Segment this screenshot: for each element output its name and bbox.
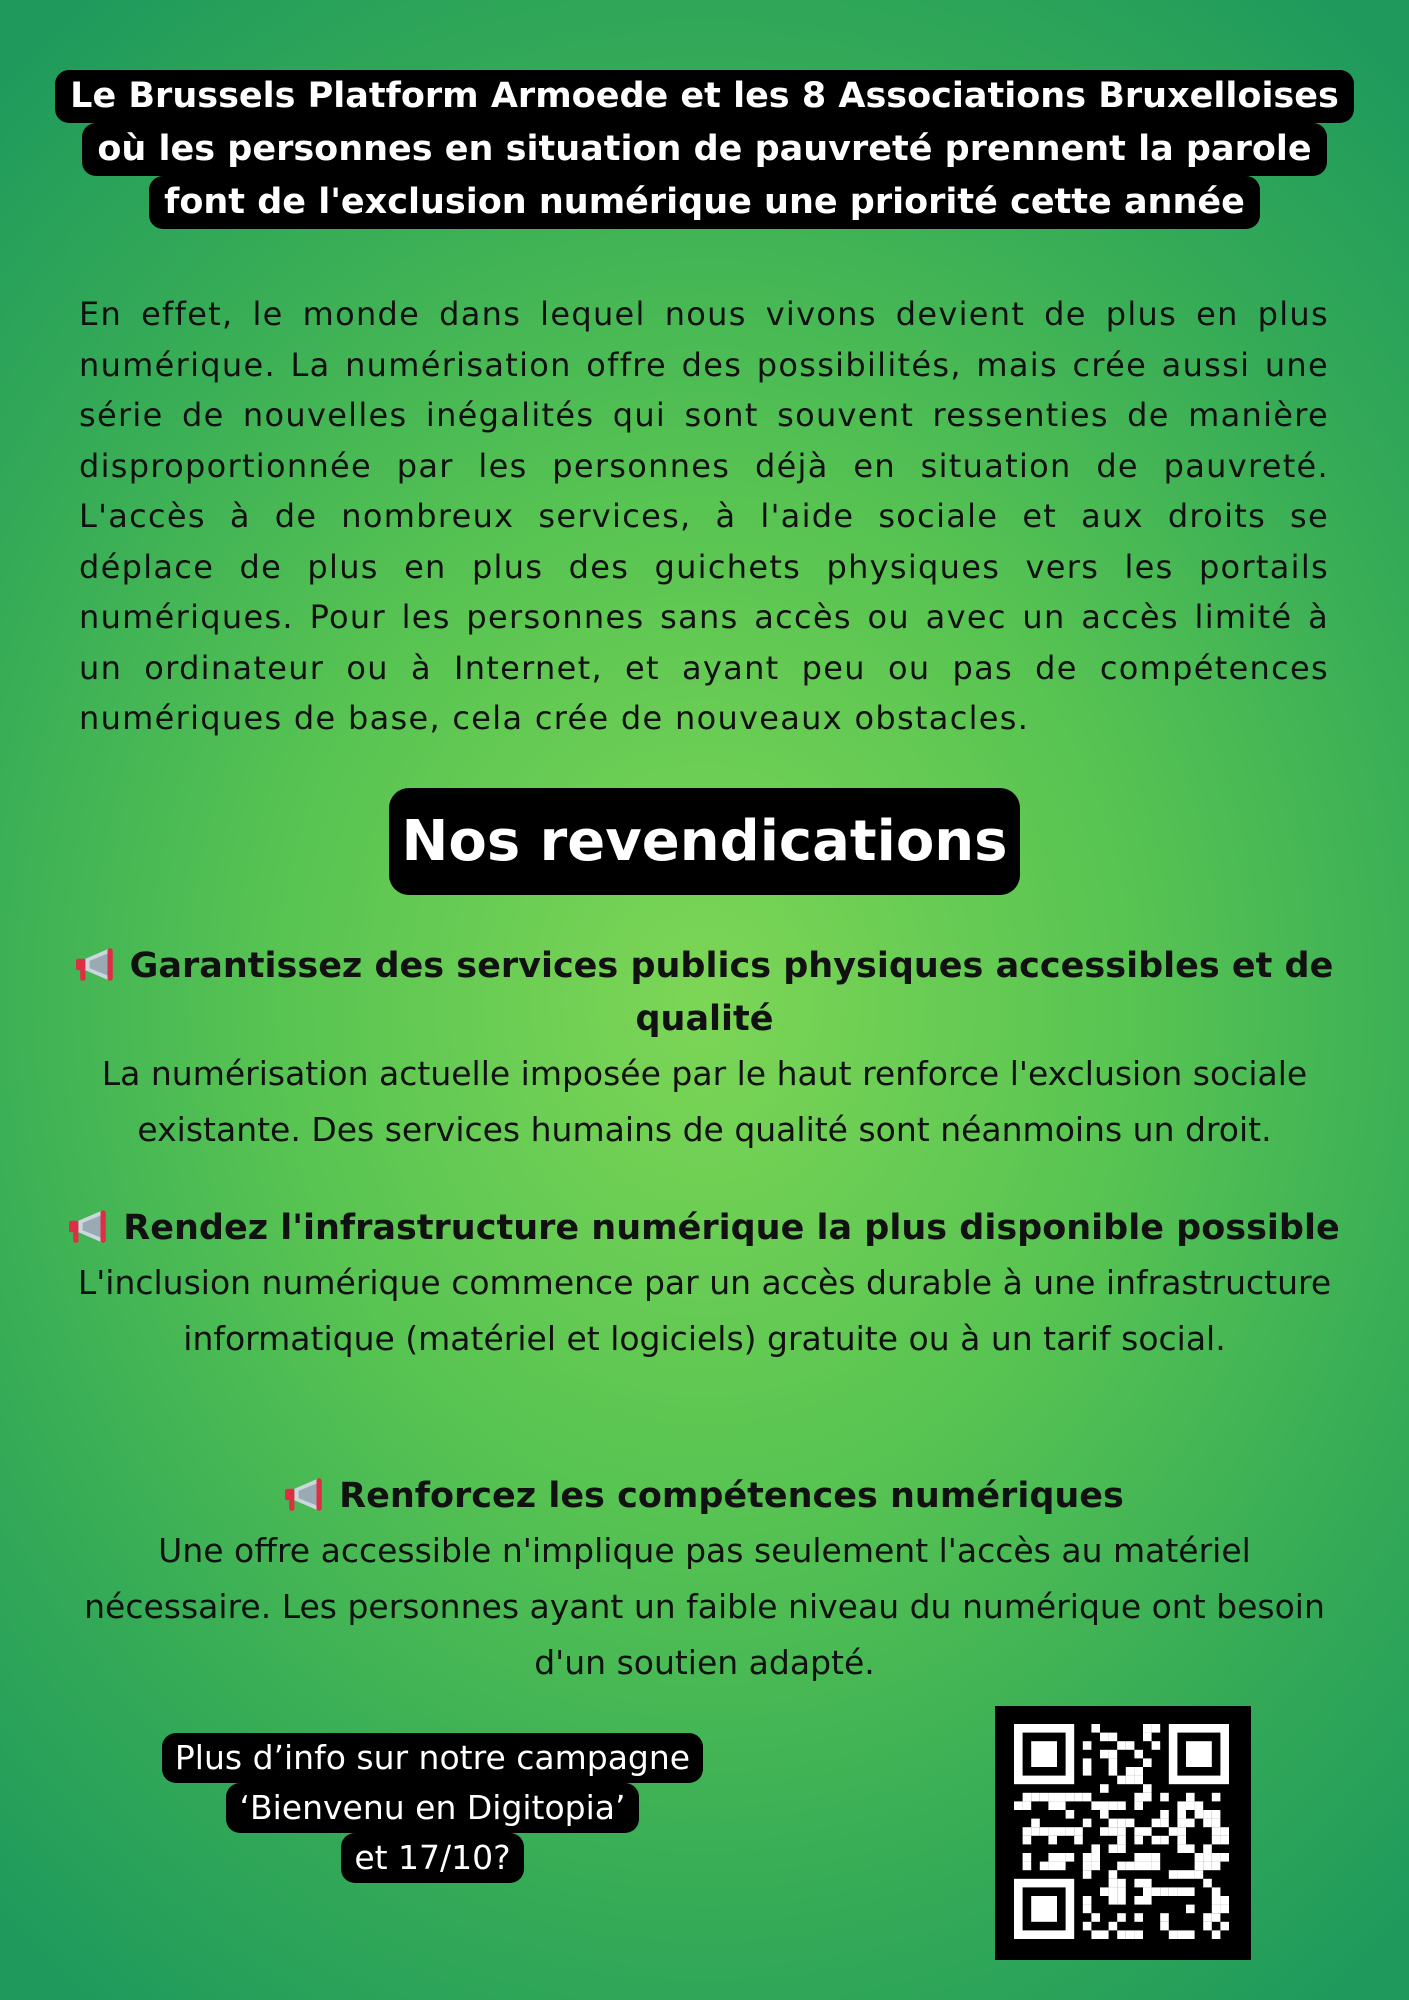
intro-paragraph: En effet, le monde dans lequel nous vivons devient de plus en plus numérique. La numérisation offre des possibilités, mais crée aussi une série de nouvelles inégalités qui sont souvent ressenties de manière disproportionnée par les personnes déjà en situation de pauvreté. L'accès à de nombreux services, à l'aide sociale et aux droits se déplace de plus en plus des guichets physiques vers les portails numériques. Pour les personnes sans accès ou avec un accès limité à un ordinateur ou à Internet, et ayant peu ou pas de compétences numériques de base, cela crée de nouveaux obstacles. xyxy=(79,295,1329,737)
claim-3-title xyxy=(60,1470,1349,1523)
qr-code-icon xyxy=(995,1706,1251,1960)
claim-2 xyxy=(60,1202,1349,1367)
info-line-2: ‘Bienvenu en Digitopia’ xyxy=(226,1783,638,1833)
title-line-3: font de l'exclusion numérique une priorité cette année xyxy=(149,176,1260,229)
megaphone-icon xyxy=(69,1208,111,1244)
claim-3-title-text: Renforcez les compétences numériques xyxy=(339,1476,1124,1516)
title-line-2: où les personnes en situation de pauvreté prennent la parole xyxy=(82,123,1326,176)
claim-2-title xyxy=(60,1202,1349,1255)
claim-2-title-text: Rendez l'infrastructure numérique la plus disponible possible xyxy=(123,1208,1340,1248)
qr-code[interactable] xyxy=(995,1706,1251,1960)
claim-3 xyxy=(60,1470,1349,1691)
info-line-1: Plus d’info sur notre campagne xyxy=(162,1733,703,1783)
info-line-3: et 17/10? xyxy=(341,1833,523,1883)
claim-1 xyxy=(60,940,1349,1158)
campaign-info xyxy=(150,1733,715,1883)
claim-2-text: L'inclusion numérique commence par un accès durable à une infrastructure informatique (matériel et logiciels) gratuite ou à un tarif social. xyxy=(77,1263,1332,1358)
claim-1-text: La numérisation actuelle imposée par le haut renforce l'exclusion sociale existante. Des services humains de qualité sont néanmoins un droit. xyxy=(101,1054,1308,1149)
claim-1-title xyxy=(60,940,1349,1046)
title-block xyxy=(0,70,1409,229)
title-line-1: Le Brussels Platform Armoede et les 8 Associations Bruxelloises xyxy=(55,70,1354,123)
megaphone-icon xyxy=(76,946,118,982)
claims-heading: Nos revendications xyxy=(389,788,1020,895)
claim-1-title-text: Garantissez des services publics physiques accessibles et de qualité xyxy=(129,946,1334,1039)
megaphone-icon xyxy=(285,1476,327,1512)
claim-3-text: Une offre accessible n'implique pas seulement l'accès au matériel nécessaire. Les personnes ayant un faible niveau du numérique ont besoin d'un soutien adapté. xyxy=(84,1531,1325,1682)
